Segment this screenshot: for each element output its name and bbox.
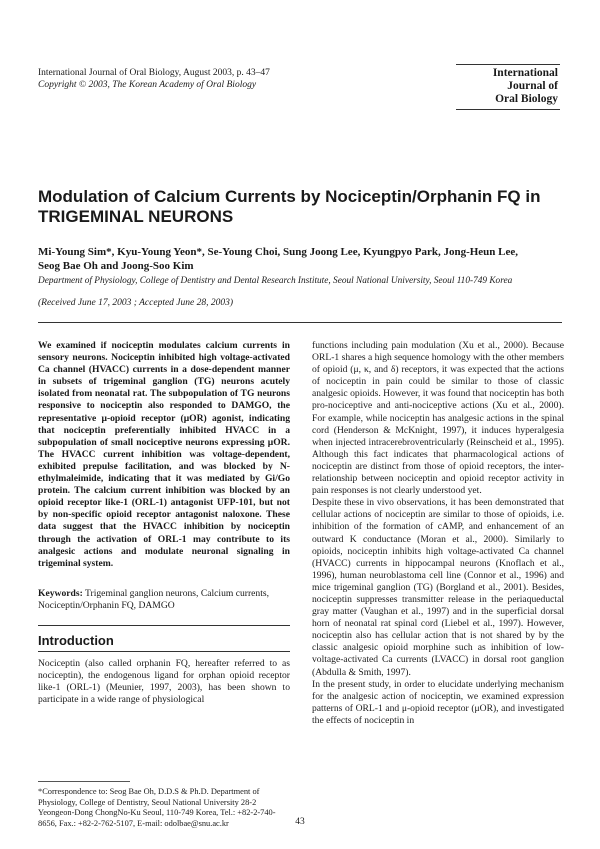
keywords-label: Keywords: (38, 588, 83, 599)
brand-line: International (492, 67, 558, 79)
brand-line: Oral Biology (495, 93, 558, 105)
brand-top-rule (456, 64, 560, 65)
section-heading-introduction: Introduction (38, 633, 114, 648)
journal-citation: International Journal of Oral Biology, August 2003, p. 43–47 (38, 68, 270, 78)
affiliation: Department of Physiology, College of Dentistry and Dental Research Institute, Seoul National University, Seoul 110-749 Korea (38, 276, 513, 286)
received-dates: (Received June 17, 2003 ; Accepted June 28, 2003) (38, 298, 234, 308)
intro-top-rule (38, 625, 290, 626)
article-title (38, 187, 558, 227)
keywords-text: Trigeminal ganglion neurons, Calcium currents, Nociceptin/Orphanin FQ, DAMGO (38, 588, 270, 611)
title-line: Modulation of Calcium Currents by Nociceptin/Orphanin FQ in (38, 187, 541, 206)
authors-line: Mi-Young Sim*, Kyu-Young Yeon*, Se-Young Choi, Sung Joong Lee, Kyungpyo Park, Jong-Heun Lee, (38, 246, 519, 258)
page-number: 43 (295, 817, 305, 827)
introduction-text: Nociceptin (also called orphanin FQ, hereafter referred to as nociceptin), the endogenous ligand for orphan opioid receptor like-1 (ORL-1) (Meunier, 1997, 2003), has been shown to participate in a wide range of physiological (38, 658, 290, 706)
footnote-rule (38, 781, 130, 782)
paragraph: functions including pain modulation (Xu et al., 2000). Because ORL-1 shares a high sequence homology with the other members of opioid (μ, κ, and δ) receptors, it was expected that the actions of nociceptin in pain could be similar to those of classic analgesic opioids. However, it was found that nociceptin has both pro-nociceptive and anti-nociceptive actions (Xu et al., 2000). For example, while nociceptin has analgesic actions in the spinal cord (Henderson & McKnight, 1997), it induces hyperalgesia when injected intracerebroventricularly (Reinscheid et al., 1995). Although this fact indicates that pharmacological actions of nociceptin are distinct from those of opioid receptors, the inter-relationship between nociceptin and opioid receptor activity in pain responses is not clearly understood yet. (312, 340, 564, 497)
keywords (38, 588, 290, 612)
intro-bottom-rule (38, 651, 290, 652)
paragraph: In the present study, in order to elucidate underlying mechanism for the analgesic action of nociceptin, we examined expression patterns of ORL-1 and μ-opioid receptor (μOR), and investigated the effects of nociceptin in (312, 678, 564, 726)
title-line: TRIGEMINAL NEURONS (38, 207, 234, 226)
brand-line: Journal of (507, 80, 558, 92)
abstract: We examined if nociceptin modulates calcium currents in sensory neurons. Nociceptin inhibited high voltage-activated Ca channel (HVACC) currents in a dose-dependent manner in subsets of trigeminal ganglion (TG) neurons acutely isolated from neonatal rat. The subpopulation of TG neurons responsive to nociceptin also responded to DAMGO, the representative μ-opioid receptor (μOR) agonist, indicating that nociceptin preferentially inhibited HVACC in a subpopulation of small nociceptive neurons expressing μOR. The HVACC current inhibition was voltage-dependent, exhibited prepulse facilitation, and was blocked by N-ethylmaleimide, indicating that it was mediated by Gi/Go protein. The calcium current inhibition was blocked by an opioid receptor like-1 (ORL-1) antagonist UFP-101, but not by non-specific opioid receptor antagonist naloxone. These data suggest that the HVACC inhibition by nociceptin through the activation of ORL-1 may contribute to its analgesic actions and modulate neuronal signaling in trigeminal system. (38, 340, 290, 569)
journal-copyright: Copyright © 2003, The Korean Academy of Oral Biology (38, 80, 257, 90)
author-list (38, 245, 568, 273)
authors-line: Seog Bae Oh and Joong-Soo Kim (38, 260, 194, 272)
header-divider (38, 322, 562, 323)
journal-brand (458, 67, 558, 106)
right-column (312, 340, 564, 727)
brand-bottom-rule (456, 109, 560, 110)
paragraph: Despite these in vivo observations, it has been demonstrated that cellular actions of nociceptin are similar to those of opioids, i.e. inhibition of the formation of cAMP, and enhancement of an outward K conductance (Moran et al., 2000). Similarly to opioids, nociceptin inhibits high voltage-activated Ca channel (HVACC) currents in hippocampal neurons (Knoflach et al., 1996), human neuroblastoma cell line (Connor et al., 1996) and mice trigeminal ganglion (TG) (Borgland et al., 2001). Besides, nociceptin suppresses transmitter release in the periaqueductal gray matter (Vaughan et al., 1997) and in the superficial dorsal horn of neonatal rat spinal cord (Liebel et al., 1997). However, nociceptin also has cellular action that is not shared by by the classic analgesic opioid morphine such as inhibition of low-voltage-activated Ca currents (LVACC) in dorsal root ganglion (Abdulla & Smith, 1997). (312, 497, 564, 678)
correspondence-footnote: *Correspondence to: Seog Bae Oh, D.D.S & Ph.D. Department of Physiology, College of Dentistry, Seoul National University 28-2 Yeongeon-Dong ChongNo-Ku Seoul, 110-749 Korea, Tel.: +82-2-740-8656, Fax.: +82-2-762-5107, E-mail: odolbae@snu.ac.kr (38, 787, 276, 828)
